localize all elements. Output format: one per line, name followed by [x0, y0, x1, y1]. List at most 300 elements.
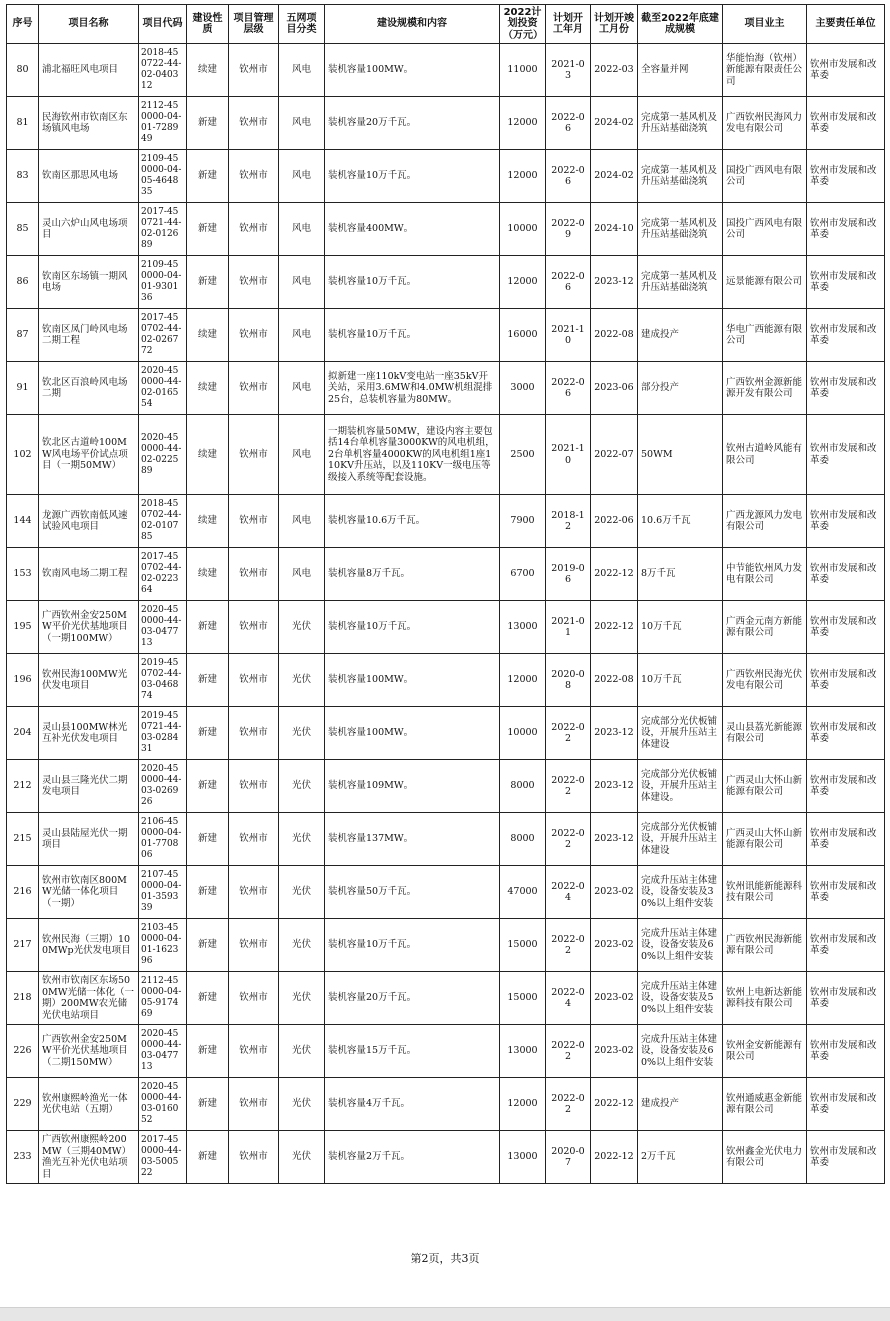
project-category: 风电 [279, 256, 325, 309]
progress-2022: 建成投产 [638, 309, 723, 362]
start-month: 2021-10 [546, 415, 591, 495]
project-category: 光伏 [279, 1131, 325, 1184]
project-category: 光伏 [279, 707, 325, 760]
planned-investment: 8000 [500, 760, 546, 813]
project-category: 风电 [279, 150, 325, 203]
project-category: 光伏 [279, 1078, 325, 1131]
responsible-unit: 钦州市发展和改革委 [807, 1078, 885, 1131]
responsible-unit: 钦州市发展和改革委 [807, 150, 885, 203]
responsible-unit: 钦州市发展和改革委 [807, 1131, 885, 1184]
project-owner: 国投广西风电有限公司 [723, 150, 807, 203]
project-name: 钦南区那思风电场 [39, 150, 139, 203]
table-row [7, 362, 885, 415]
project-owner: 钦州通威惠金新能源有限公司 [723, 1078, 807, 1131]
project-name: 钦州市钦南区800MW光储一体化项目（一期） [39, 866, 139, 919]
row-number: 87 [7, 309, 39, 362]
table-row [7, 256, 885, 309]
project-owner: 钦州金安新能源有限公司 [723, 1025, 807, 1078]
row-number: 233 [7, 1131, 39, 1184]
project-code: 2019-450721-44-03-028431 [139, 707, 187, 760]
construction-nature: 新建 [187, 1025, 229, 1078]
progress-2022: 8万千瓦 [638, 548, 723, 601]
progress-2022: 完成部分光伏板铺设，开展升压站主体建设。 [638, 760, 723, 813]
finish-month: 2024-02 [591, 97, 638, 150]
project-code: 2109-450000-04-01-930136 [139, 256, 187, 309]
responsible-unit: 钦州市发展和改革委 [807, 256, 885, 309]
project-owner: 钦州上电新达新能源科技有限公司 [723, 972, 807, 1025]
project-owner: 广西灵山大怀山新能源有限公司 [723, 813, 807, 866]
project-category: 光伏 [279, 813, 325, 866]
start-month: 2021-03 [546, 44, 591, 97]
progress-2022: 完成升压站主体建设，设备安装及30%以上组件安装 [638, 866, 723, 919]
row-number: 81 [7, 97, 39, 150]
construction-scope: 装机容量10万千瓦。 [325, 601, 500, 654]
project-code: 2017-450721-44-02-012689 [139, 203, 187, 256]
responsible-unit: 钦州市发展和改革委 [807, 362, 885, 415]
finish-month: 2022-03 [591, 44, 638, 97]
construction-scope: 装机容量10.6万千瓦。 [325, 495, 500, 548]
project-code: 2020-450000-44-02-022589 [139, 415, 187, 495]
header-cell: 计划开工年月 [546, 5, 591, 44]
project-category: 光伏 [279, 601, 325, 654]
finish-month: 2022-12 [591, 601, 638, 654]
header-cell: 建设性质 [187, 5, 229, 44]
table-row [7, 813, 885, 866]
management-level: 钦州市 [229, 654, 279, 707]
progress-2022: 10万千瓦 [638, 654, 723, 707]
project-category: 风电 [279, 97, 325, 150]
project-code: 2109-450000-04-05-464835 [139, 150, 187, 203]
project-code: 2020-450000-44-03-026926 [139, 760, 187, 813]
progress-2022: 建成投产 [638, 1078, 723, 1131]
project-name: 钦州市钦南区东场500MW光储一体化（一期）200MW农光储光伏电站项目 [39, 972, 139, 1025]
project-owner: 广西灵山大怀山新能源有限公司 [723, 760, 807, 813]
table-row [7, 601, 885, 654]
construction-scope: 装机容量100MW。 [325, 654, 500, 707]
management-level: 钦州市 [229, 813, 279, 866]
progress-2022: 完成第一基风机及升压站基础浇筑 [638, 150, 723, 203]
construction-nature: 新建 [187, 601, 229, 654]
project-owner: 广西钦州民海光伏发电有限公司 [723, 654, 807, 707]
project-code: 2020-450000-44-03-047713 [139, 1025, 187, 1078]
planned-investment: 3000 [500, 362, 546, 415]
construction-nature: 新建 [187, 150, 229, 203]
management-level: 钦州市 [229, 495, 279, 548]
management-level: 钦州市 [229, 1078, 279, 1131]
project-code: 2019-450702-44-03-046874 [139, 654, 187, 707]
page-number: 第2页，共3页 [410, 1252, 480, 1265]
project-owner: 远景能源有限公司 [723, 256, 807, 309]
finish-month: 2023-12 [591, 760, 638, 813]
project-category: 风电 [279, 44, 325, 97]
project-code: 2106-450000-04-01-770806 [139, 813, 187, 866]
progress-2022: 10.6万千瓦 [638, 495, 723, 548]
row-number: 86 [7, 256, 39, 309]
finish-month: 2022-12 [591, 1131, 638, 1184]
responsible-unit: 钦州市发展和改革委 [807, 866, 885, 919]
progress-2022: 完成升压站主体建设，设备安装及50%以上组件安装 [638, 972, 723, 1025]
construction-nature: 新建 [187, 97, 229, 150]
construction-scope: 装机容量109MW。 [325, 760, 500, 813]
responsible-unit: 钦州市发展和改革委 [807, 1025, 885, 1078]
construction-scope: 装机容量2万千瓦。 [325, 1131, 500, 1184]
construction-nature: 新建 [187, 654, 229, 707]
progress-2022: 完成第一基风机及升压站基础浇筑 [638, 203, 723, 256]
start-month: 2021-10 [546, 309, 591, 362]
responsible-unit: 钦州市发展和改革委 [807, 495, 885, 548]
responsible-unit: 钦州市发展和改革委 [807, 309, 885, 362]
project-name: 钦南区凤门岭风电场二期工程 [39, 309, 139, 362]
table-row [7, 97, 885, 150]
planned-investment: 12000 [500, 654, 546, 707]
finish-month: 2023-02 [591, 866, 638, 919]
finish-month: 2023-12 [591, 256, 638, 309]
project-category: 光伏 [279, 654, 325, 707]
project-code: 2020-450000-44-03-016052 [139, 1078, 187, 1131]
viewer-bottom-bar [0, 1307, 890, 1321]
construction-scope: 装机容量100MW。 [325, 44, 500, 97]
start-month: 2022-02 [546, 919, 591, 972]
project-category: 风电 [279, 415, 325, 495]
responsible-unit: 钦州市发展和改革委 [807, 813, 885, 866]
row-number: 80 [7, 44, 39, 97]
finish-month: 2024-02 [591, 150, 638, 203]
finish-month: 2023-02 [591, 919, 638, 972]
construction-scope: 装机容量137MW。 [325, 813, 500, 866]
project-name: 钦南区东场镇一期风电场 [39, 256, 139, 309]
progress-2022: 10万千瓦 [638, 601, 723, 654]
finish-month: 2022-08 [591, 309, 638, 362]
project-name: 钦北区百浪岭风电场二期 [39, 362, 139, 415]
header-cell: 项目代码 [139, 5, 187, 44]
project-name: 广西钦州金安250MW平价光伏基地项目（二期150MW） [39, 1025, 139, 1078]
project-category: 风电 [279, 495, 325, 548]
progress-2022: 完成部分光伏板铺设，开展升压站主体建设 [638, 813, 723, 866]
construction-scope: 装机容量15万千瓦。 [325, 1025, 500, 1078]
responsible-unit: 钦州市发展和改革委 [807, 601, 885, 654]
row-number: 204 [7, 707, 39, 760]
management-level: 钦州市 [229, 548, 279, 601]
row-number: 226 [7, 1025, 39, 1078]
row-number: 212 [7, 760, 39, 813]
responsible-unit: 钦州市发展和改革委 [807, 97, 885, 150]
finish-month: 2023-02 [591, 1025, 638, 1078]
header-cell: 序号 [7, 5, 39, 44]
construction-scope: 装机容量10万千瓦。 [325, 309, 500, 362]
construction-nature: 新建 [187, 1131, 229, 1184]
project-owner: 华电广西能源有限公司 [723, 309, 807, 362]
start-month: 2022-02 [546, 1025, 591, 1078]
project-category: 光伏 [279, 1025, 325, 1078]
project-code: 2018-450702-44-02-010785 [139, 495, 187, 548]
construction-nature: 新建 [187, 919, 229, 972]
projects-table [6, 4, 885, 1184]
start-month: 2019-06 [546, 548, 591, 601]
start-month: 2022-06 [546, 256, 591, 309]
table-row [7, 1025, 885, 1078]
management-level: 钦州市 [229, 97, 279, 150]
management-level: 钦州市 [229, 150, 279, 203]
row-number: 215 [7, 813, 39, 866]
responsible-unit: 钦州市发展和改革委 [807, 44, 885, 97]
finish-month: 2024-10 [591, 203, 638, 256]
progress-2022: 完成第一基风机及升压站基础浇筑 [638, 256, 723, 309]
management-level: 钦州市 [229, 415, 279, 495]
construction-scope: 装机容量20万千瓦。 [325, 972, 500, 1025]
row-number: 102 [7, 415, 39, 495]
header-cell: 项目业主 [723, 5, 807, 44]
project-owner: 钦州讯能新能源科技有限公司 [723, 866, 807, 919]
row-number: 229 [7, 1078, 39, 1131]
planned-investment: 8000 [500, 813, 546, 866]
construction-scope: 装机容量10万千瓦。 [325, 256, 500, 309]
project-name: 钦州康熙岭渔光一体光伏电站（五期） [39, 1078, 139, 1131]
project-code: 2103-450000-04-01-162396 [139, 919, 187, 972]
row-number: 217 [7, 919, 39, 972]
planned-investment: 13000 [500, 1131, 546, 1184]
planned-investment: 16000 [500, 309, 546, 362]
project-name: 广西钦州金安250MW平价光伏基地项目（一期100MW） [39, 601, 139, 654]
table-row [7, 44, 885, 97]
planned-investment: 11000 [500, 44, 546, 97]
construction-nature: 新建 [187, 972, 229, 1025]
construction-nature: 新建 [187, 707, 229, 760]
finish-month: 2023-12 [591, 707, 638, 760]
start-month: 2018-12 [546, 495, 591, 548]
project-owner: 华能怡海（钦州）新能源有限责任公司 [723, 44, 807, 97]
row-number: 91 [7, 362, 39, 415]
construction-nature: 新建 [187, 866, 229, 919]
project-code: 2020-450000-44-02-016554 [139, 362, 187, 415]
project-name: 广西钦州康熙岭200MW（三期40MW）渔光互补光伏电站项目 [39, 1131, 139, 1184]
header-cell: 建设规模和内容 [325, 5, 500, 44]
table-row [7, 1131, 885, 1184]
project-owner: 中节能钦州风力发电有限公司 [723, 548, 807, 601]
table-row [7, 495, 885, 548]
project-owner: 广西龙源风力发电有限公司 [723, 495, 807, 548]
row-number: 196 [7, 654, 39, 707]
construction-scope: 装机容量10万千瓦。 [325, 150, 500, 203]
table-row [7, 707, 885, 760]
project-owner: 灵山县荔光新能源有限公司 [723, 707, 807, 760]
project-category: 风电 [279, 309, 325, 362]
header-cell: 主要责任单位 [807, 5, 885, 44]
planned-investment: 12000 [500, 1078, 546, 1131]
planned-investment: 2500 [500, 415, 546, 495]
project-name: 灵山县三隆光伏二期发电项目 [39, 760, 139, 813]
management-level: 钦州市 [229, 919, 279, 972]
finish-month: 2022-06 [591, 495, 638, 548]
management-level: 钦州市 [229, 707, 279, 760]
row-number: 85 [7, 203, 39, 256]
header-cell: 计划开竣工月份 [591, 5, 638, 44]
management-level: 钦州市 [229, 1131, 279, 1184]
responsible-unit: 钦州市发展和改革委 [807, 972, 885, 1025]
progress-2022: 完成升压站主体建设，设备安装及60%以上组件安装 [638, 1025, 723, 1078]
construction-nature: 新建 [187, 256, 229, 309]
project-code: 2017-450702-44-02-022364 [139, 548, 187, 601]
construction-scope: 拟新建一座110kV变电站一座35kV开关站，采用3.6MW和4.0MW机组混排25台，总装机容量为80MW。 [325, 362, 500, 415]
start-month: 2022-06 [546, 150, 591, 203]
table-row [7, 203, 885, 256]
construction-scope: 装机容量400MW。 [325, 203, 500, 256]
table-row [7, 866, 885, 919]
project-category: 光伏 [279, 919, 325, 972]
project-name: 龙源广西钦南低风速试验风电项目 [39, 495, 139, 548]
start-month: 2022-04 [546, 866, 591, 919]
row-number: 144 [7, 495, 39, 548]
project-name: 灵山县100MW林光互补光伏发电项目 [39, 707, 139, 760]
start-month: 2022-02 [546, 707, 591, 760]
planned-investment: 47000 [500, 866, 546, 919]
project-code: 2107-450000-04-01-359339 [139, 866, 187, 919]
management-level: 钦州市 [229, 362, 279, 415]
project-code: 2017-450702-44-02-026772 [139, 309, 187, 362]
finish-month: 2022-12 [591, 548, 638, 601]
management-level: 钦州市 [229, 601, 279, 654]
responsible-unit: 钦州市发展和改革委 [807, 654, 885, 707]
construction-scope: 装机容量10万千瓦。 [325, 919, 500, 972]
project-category: 风电 [279, 548, 325, 601]
responsible-unit: 钦州市发展和改革委 [807, 415, 885, 495]
progress-2022: 完成部分光伏板铺设，开展升压站主体建设 [638, 707, 723, 760]
project-owner: 钦州古道岭风能有限公司 [723, 415, 807, 495]
start-month: 2022-02 [546, 1078, 591, 1131]
construction-nature: 新建 [187, 1078, 229, 1131]
project-category: 风电 [279, 362, 325, 415]
project-name: 浦北福旺风电项目 [39, 44, 139, 97]
construction-nature: 续建 [187, 415, 229, 495]
planned-investment: 10000 [500, 203, 546, 256]
table-row [7, 548, 885, 601]
construction-nature: 续建 [187, 44, 229, 97]
header-cell: 项目名称 [39, 5, 139, 44]
management-level: 钦州市 [229, 203, 279, 256]
planned-investment: 13000 [500, 1025, 546, 1078]
project-name: 钦南风电场二期工程 [39, 548, 139, 601]
management-level: 钦州市 [229, 866, 279, 919]
project-category: 风电 [279, 203, 325, 256]
header-cell: 截至2022年底建成规模 [638, 5, 723, 44]
project-name: 钦州民海100MW光伏发电项目 [39, 654, 139, 707]
responsible-unit: 钦州市发展和改革委 [807, 919, 885, 972]
row-number: 83 [7, 150, 39, 203]
start-month: 2022-09 [546, 203, 591, 256]
management-level: 钦州市 [229, 256, 279, 309]
project-owner: 广西钦州民海新能源有限公司 [723, 919, 807, 972]
project-code: 2017-450000-44-03-500522 [139, 1131, 187, 1184]
start-month: 2020-07 [546, 1131, 591, 1184]
finish-month: 2023-06 [591, 362, 638, 415]
row-number: 218 [7, 972, 39, 1025]
project-name: 钦北区古道岭100MW风电场平价试点项目（一期50MW） [39, 415, 139, 495]
table-row [7, 760, 885, 813]
planned-investment: 13000 [500, 601, 546, 654]
construction-scope: 装机容量50万千瓦。 [325, 866, 500, 919]
table-row [7, 1078, 885, 1131]
construction-nature: 续建 [187, 548, 229, 601]
start-month: 2022-02 [546, 760, 591, 813]
table-row [7, 972, 885, 1025]
progress-2022: 完成第一基风机及升压站基础浇筑 [638, 97, 723, 150]
responsible-unit: 钦州市发展和改革委 [807, 548, 885, 601]
construction-nature: 续建 [187, 309, 229, 362]
management-level: 钦州市 [229, 309, 279, 362]
project-category: 光伏 [279, 972, 325, 1025]
project-owner: 钦州鑫金光伏电力有限公司 [723, 1131, 807, 1184]
project-code: 2112-450000-04-01-728949 [139, 97, 187, 150]
planned-investment: 6700 [500, 548, 546, 601]
project-name: 钦州民海（三期）100MWp光伏发电项目 [39, 919, 139, 972]
planned-investment: 15000 [500, 972, 546, 1025]
project-name: 民海钦州市钦南区东场镇风电场 [39, 97, 139, 150]
row-number: 195 [7, 601, 39, 654]
management-level: 钦州市 [229, 760, 279, 813]
construction-scope: 一期装机容量50MW，建设内容主要包括14台单机容量3000KW的风电机组，2台单机容量4000KW的风电机组1座110KV升压站，以及110KV一级电压等级接入系统等配套设施。 [325, 415, 500, 495]
start-month: 2022-06 [546, 97, 591, 150]
table-header-row [7, 5, 885, 44]
planned-investment: 12000 [500, 256, 546, 309]
project-owner: 广西钦州民海风力发电有限公司 [723, 97, 807, 150]
management-level: 钦州市 [229, 1025, 279, 1078]
project-category: 光伏 [279, 760, 325, 813]
construction-nature: 续建 [187, 495, 229, 548]
construction-nature: 新建 [187, 813, 229, 866]
row-number: 153 [7, 548, 39, 601]
progress-2022: 完成升压站主体建设，设备安装及60%以上组件安装 [638, 919, 723, 972]
finish-month: 2023-12 [591, 813, 638, 866]
project-owner: 广西钦州金源新能源开发有限公司 [723, 362, 807, 415]
project-owner: 广西金元南方新能源有限公司 [723, 601, 807, 654]
table-row [7, 654, 885, 707]
table-row [7, 309, 885, 362]
progress-2022: 2万千瓦 [638, 1131, 723, 1184]
table-row [7, 150, 885, 203]
planned-investment: 12000 [500, 150, 546, 203]
project-code: 2112-450000-04-05-917469 [139, 972, 187, 1025]
project-name: 灵山六炉山风电场项目 [39, 203, 139, 256]
table-row [7, 919, 885, 972]
project-owner: 国投广西风电有限公司 [723, 203, 807, 256]
planned-investment: 15000 [500, 919, 546, 972]
responsible-unit: 钦州市发展和改革委 [807, 707, 885, 760]
header-cell: 五网项目分类 [279, 5, 325, 44]
construction-nature: 续建 [187, 362, 229, 415]
management-level: 钦州市 [229, 44, 279, 97]
responsible-unit: 钦州市发展和改革委 [807, 203, 885, 256]
progress-2022: 部分投产 [638, 362, 723, 415]
header-cell: 项目管理层级 [229, 5, 279, 44]
progress-2022: 50WM [638, 415, 723, 495]
row-number: 216 [7, 866, 39, 919]
project-name: 灵山县陆屋光伏一期项目 [39, 813, 139, 866]
progress-2022: 全容量并网 [638, 44, 723, 97]
header-cell: 2022计划投资（万元） [500, 5, 546, 44]
management-level: 钦州市 [229, 972, 279, 1025]
project-code: 2018-450722-44-02-040312 [139, 44, 187, 97]
table-row [7, 415, 885, 495]
start-month: 2022-02 [546, 813, 591, 866]
project-category: 光伏 [279, 866, 325, 919]
finish-month: 2022-08 [591, 654, 638, 707]
start-month: 2022-06 [546, 362, 591, 415]
construction-scope: 装机容量8万千瓦。 [325, 548, 500, 601]
start-month: 2020-08 [546, 654, 591, 707]
finish-month: 2022-12 [591, 1078, 638, 1131]
planned-investment: 7900 [500, 495, 546, 548]
start-month: 2022-04 [546, 972, 591, 1025]
construction-nature: 新建 [187, 203, 229, 256]
